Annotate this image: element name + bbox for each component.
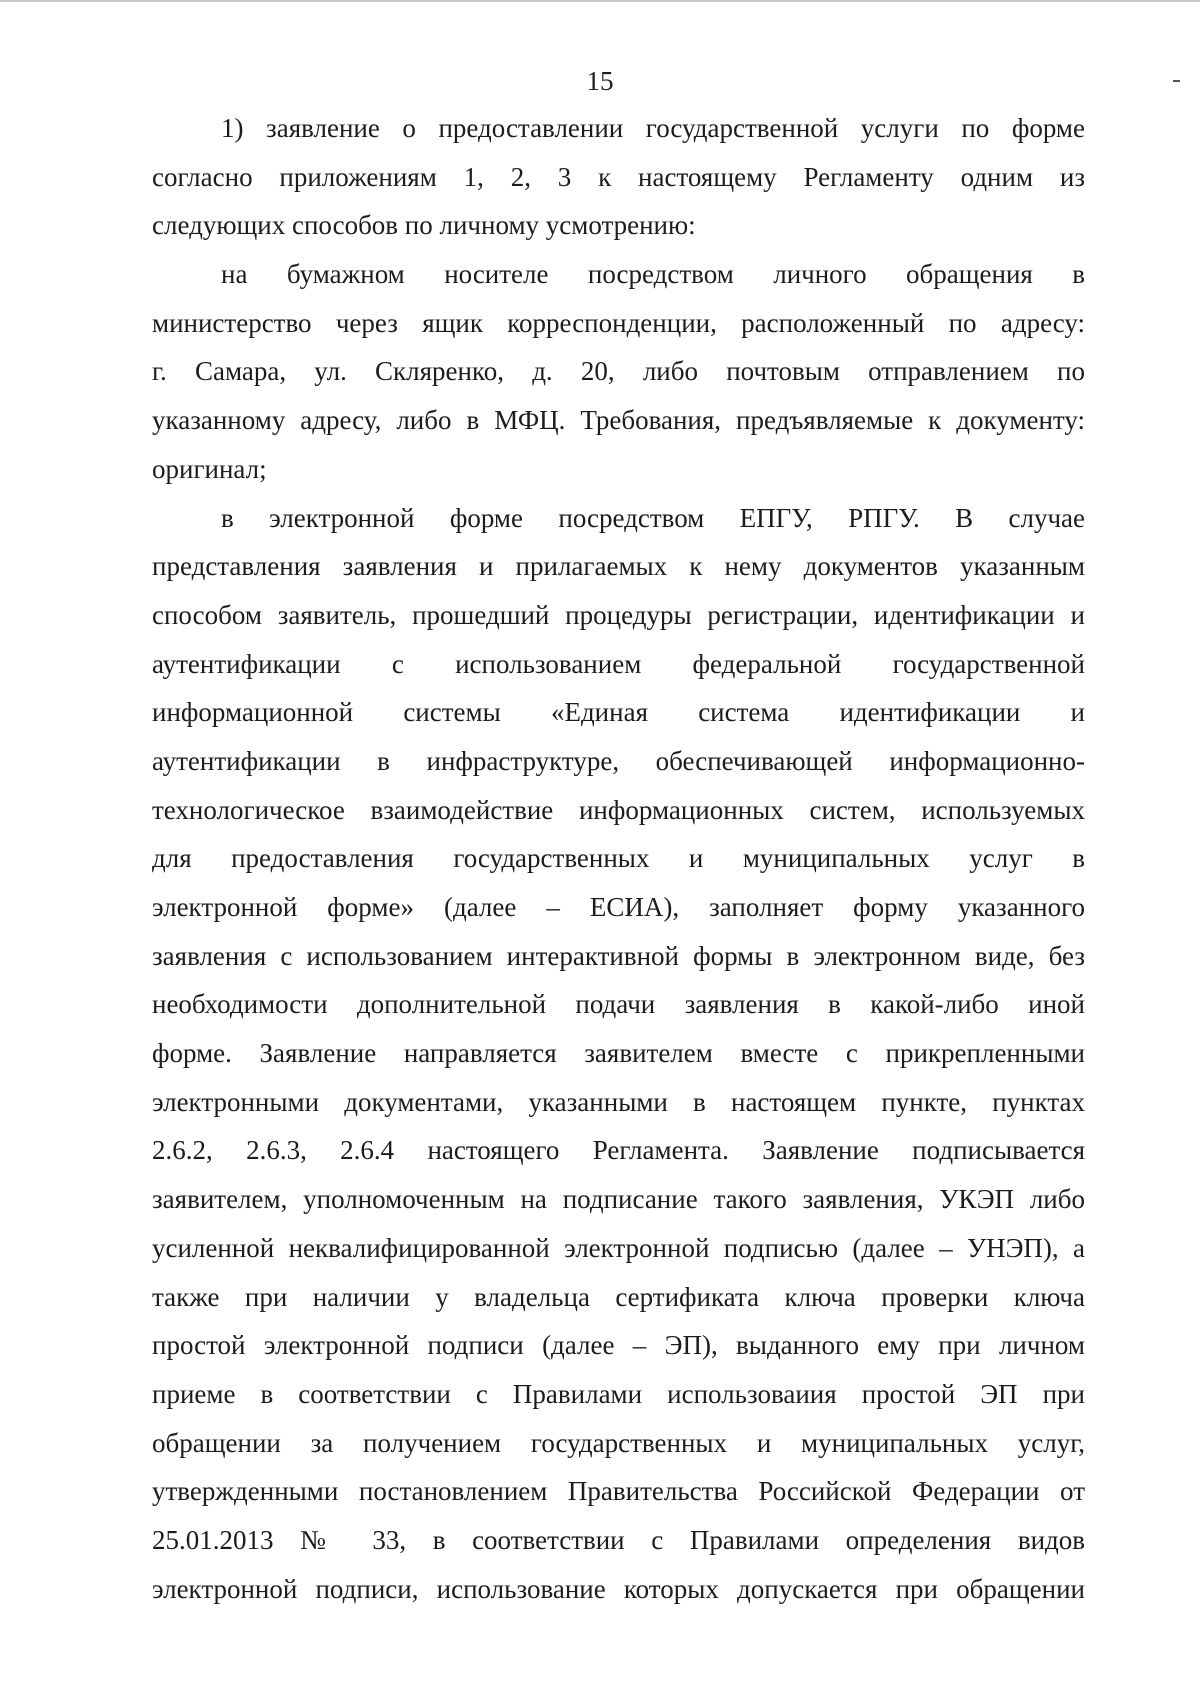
text-line: 2.6.2, 2.6.3, 2.6.4 настоящего Регламента. Заявление подписывается: [152, 1135, 1085, 1166]
text-line: аутентификации с использованием федеральной государственной: [152, 648, 1085, 679]
text-line: приеме в соответствии с Правилами использоваиия простой ЭП при: [152, 1378, 1085, 1409]
text-line: следующих способов по личному усмотрению:: [152, 210, 696, 241]
text-line: для предоставления государственных и муниципальных услуг в: [152, 843, 1085, 874]
text-line: в электронной форме посредством ЕПГУ, РПГУ. В случае: [221, 502, 1085, 533]
page-number: 15: [586, 66, 614, 96]
text-line: согласно приложениям 1, 2, 3 к настоящему Регламенту одним из: [152, 161, 1085, 192]
text-line: г. Самара, ул. Скляренко, д. 20, либо почтовым отправлением по: [152, 356, 1085, 387]
text-line: оригинал;: [152, 453, 267, 484]
scan-top-edge: [0, 0, 1200, 2]
text-line: на бумажном носителе посредством личного обращения в: [221, 259, 1085, 290]
text-line: электронными документами, указанными в настоящем пункте, пунктах: [152, 1086, 1085, 1117]
text-line: форме. Заявление направляется заявителем вместе с прикрепленными: [152, 1038, 1085, 1069]
text-line: электронной форме» (далее – ЕСИА), заполняет форму указанного: [152, 892, 1085, 922]
document-body: [152, 104, 1085, 1613]
text-line: заявления с использованием интерактивной формы в электронном виде, без: [152, 940, 1085, 971]
text-line: простой электронной подписи (далее – ЭП), выданного ему при личном: [152, 1330, 1085, 1361]
text-line: 25.01.2013 № 33, в соответствии с Правилами определения видов: [152, 1524, 1085, 1555]
text-line: аутентификации в инфраструктуре, обеспечивающей информационно-: [152, 745, 1085, 776]
text-line: представления заявления и прилагаемых к нему документов указанным: [152, 551, 1085, 582]
text-line: обращении за получением государственных и муниципальных услуг,: [152, 1427, 1085, 1458]
text-line: утвержденными постановлением Правительства Российской Федерации от: [152, 1476, 1085, 1507]
text-line: 1) заявление о предоставлении государственной услуги по форме: [221, 113, 1085, 143]
text-line: необходимости дополнительной подачи заявления в какой-либо иной: [152, 989, 1085, 1020]
text-line: технологическое взаимодействие информационных систем, используемых: [152, 794, 1085, 825]
text-line: способом заявитель, прошедший процедуры регистрации, идентификации и: [152, 599, 1085, 630]
text-line: информационной системы «Единая система идентификации и: [152, 697, 1085, 728]
text-line: указанному адресу, либо в МФЦ. Требования, предъявляемые к документу:: [152, 405, 1085, 436]
text-line: электронной подписи, использование которых допускается при обращении: [152, 1573, 1085, 1604]
text-line: усиленной неквалифицированной электронной подписью (далее – УНЭП), а: [152, 1232, 1085, 1263]
text-line: министерство через ящик корреспонденции, расположенный по адресу:: [152, 307, 1085, 338]
text-line: заявителем, уполномоченным на подписание такого заявления, УКЭП либо: [152, 1184, 1085, 1215]
text-line: также при наличии у владельца сертификата ключа проверки ключа: [152, 1281, 1085, 1312]
